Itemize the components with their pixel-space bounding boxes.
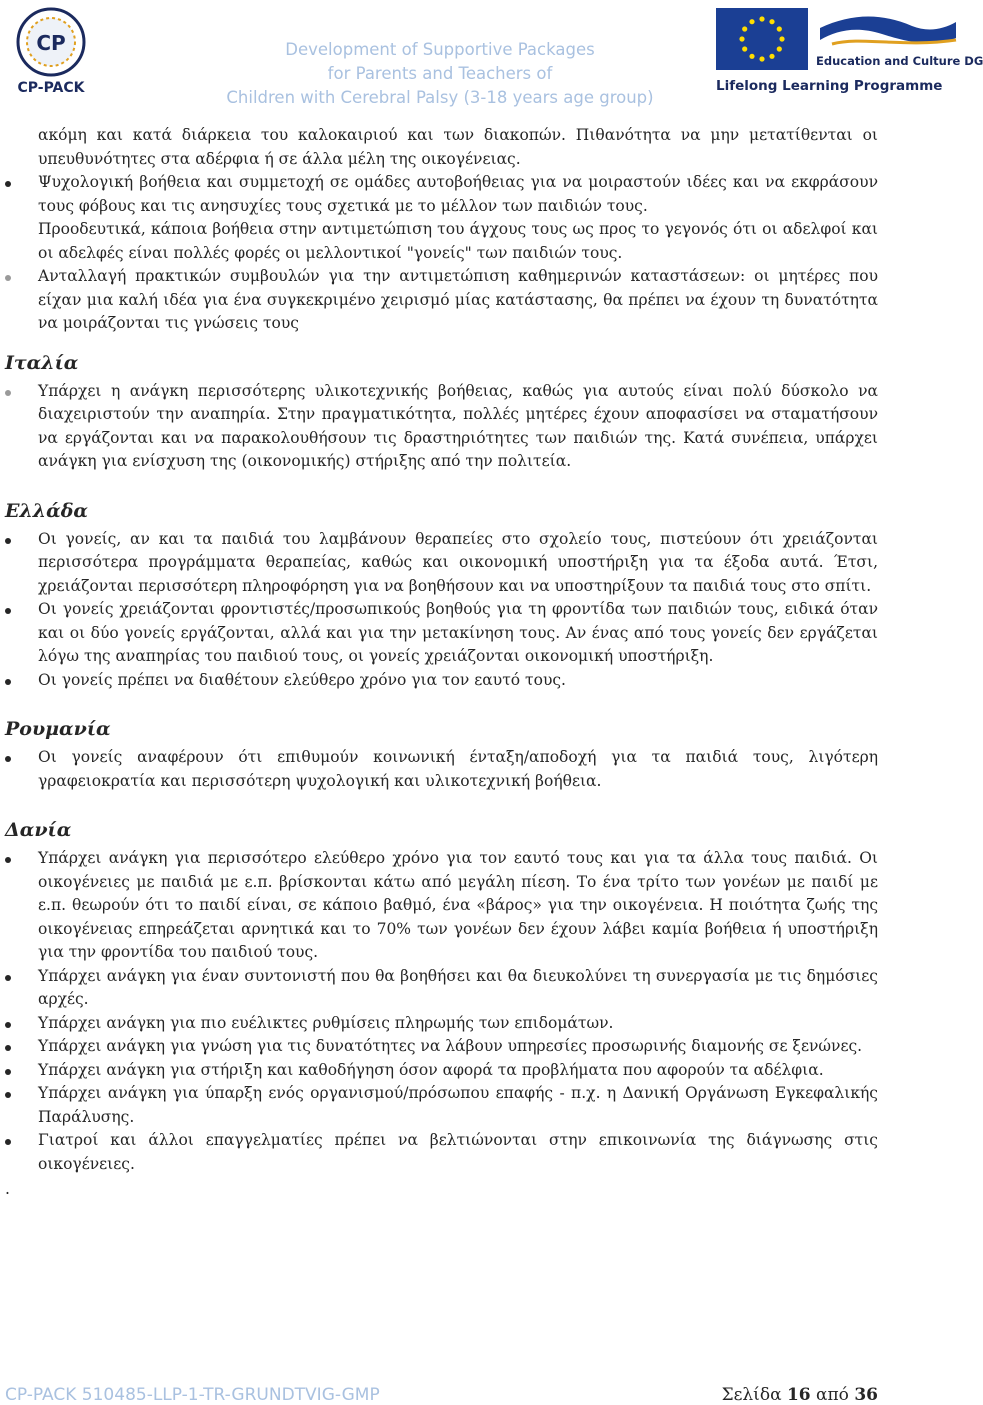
section-heading-greece: Ελλάδα [5,499,89,522]
intro-bullet-list [0,171,960,218]
extra-paragraph: Προοδευτικά, κάποια βοήθεια στην αντιμετώπιση του άγχους τους ως προς το γεγονός ότι οι αδελφοί και οι αδελφές είναι πολλές φορές οι μελλοντικοί "γονείς" των παιδιών τους. [38,220,878,262]
list-item-text: Υπάρχει ανάγκη για έναν συντονιστή που θα βοηθήσει και θα διευκολύνει τη συνεργασία με τις δημόσιες αρχές. [38,966,878,1008]
list-item-text: Οι γονείς πρέπει να διαθέτουν ελεύθερο χρόνο για τον εαυτό τους. [38,670,566,689]
project-title-line: Children with Cerebral Palsy (3-18 years age group) [226,88,654,107]
footer-page-number [722,1385,878,1405]
bullet-icon [5,608,11,614]
eu-star-icon [742,26,747,31]
bullet-icon [5,1139,11,1145]
eu-star-icon [759,16,764,21]
list-item-text: Υπάρχει ανάγκη για περισσότερο ελεύθερο χρόνο για τον εαυτό τους και για τα άλλα τους παιδιά. Οι οικογένειες με παιδιά με ε.π. βρίσκονται κάτω από μεγάλη πίεση. Το ένα τρίτο των γονέων με παιδί με ε.π. θεωρούν ότι το παιδί είναι, σε κάποιο βαθμό, ένα «βάρος» για την οικογένεια. Η ποιότητα ζωής της οικογένειας επηρεάζεται αρνητικά και το 70% των γονέων δεν έχουν λάβει καμία βοήθεια ή υποστήριξη για την φροντίδα του παιδιού τους. [38,849,878,961]
list-item-text: Υπάρχει ανάγκη για πιο ευέλικτες ρυθμίσεις πληρωμής των επιδομάτων. [38,1013,614,1032]
romania-bullet-list [0,746,960,793]
list-item [0,746,960,793]
bullet-icon [5,181,11,187]
eu-star-icon [739,36,744,41]
edu-dg-label: Education and Culture DG [816,54,983,68]
intro-bullet-list-2 [0,265,960,336]
list-item-text: Ψυχολογική βοήθεια και συμμετοχή σε ομάδες αυτοβοήθειας για να μοιραστούν ιδέες και να εκφράσουν τους φόβους και τις ανησυχίες τους σχετικά με το μέλλον των παιδιών τους. [38,173,878,215]
bullet-icon [5,1092,11,1098]
list-item-text: Υπάρχει η ανάγκη περισσότερης υλικοτεχνικής βοήθειας, καθώς για αυτούς είναι πολύ δύσκολο να διαχειριστούν την αναπηρία. Στην πραγματικότητα, πολλές μητέρες έχουν αποφασίσει να σταματήσουν να εργάζονται και να παρακολουθήσουν τις δραστηριότητες των παιδιών της. Κατά συνέπεια, υπάρχει ανάγκη για ενίσχυση της (οικονομικής) στήριξης από την πολιτεία. [38,381,878,470]
bullet-icon [5,390,11,396]
page-header [0,0,983,110]
project-title-line: Development of Supportive Packages [285,40,595,59]
project-title-line: for Parents and Teachers of [327,64,553,83]
eu-star-icon [779,36,784,41]
page-prefix: Σελίδα [721,1385,782,1405]
list-item-text: Γιατροί και άλλοι επαγγελματίες πρέπει να βελτιώνονται στην επικοινωνία της διάγνωσης στις οικογένειες. [38,1131,878,1173]
bullet-icon [5,857,11,863]
bullet-icon [5,975,11,981]
list-item [0,171,960,218]
eu-star-icon [749,54,754,59]
list-item [0,1059,960,1083]
eu-star-icon [769,19,774,24]
footer-project-code: CP-PACK 510485-LLP-1-TR-GRUNDTVIG-GMP [5,1385,380,1405]
bullet-icon [5,679,11,685]
document-body [0,124,960,1201]
list-item [0,669,960,693]
section-heading-romania: Ρουμανία [5,718,111,740]
list-item [0,1035,960,1059]
trailing-dot: . [5,1180,10,1198]
eu-flag-icon [716,8,808,70]
list-item-text: Υπάρχει ανάγκη για γνώση για τις δυνατότητες να λάβουν υπηρεσίες προσωρινής διαμονής σε ξενώνες. [38,1037,863,1055]
bullet-icon [5,756,11,762]
cp-logo-text: CP-PACK [17,80,85,96]
eu-star-icon [777,46,782,51]
bullet-icon [5,275,11,281]
list-item-text: Οι γονείς χρειάζονται φροντιστές/προσωπικούς βοηθούς για τη φροντίδα των παιδιών τους, ειδικά όταν και οι δύο γονείς εργάζονται, αλλά και για την μετακίνηση τους. Αν ένας από τους γονείς δεν εργάζεται λόγω της αναπηρίας του παιδιού τους, οι γονείς χρειάζονται οικονομική υποστήριξη. [38,600,878,665]
eu-star-icon [749,19,754,24]
list-item-text: Οι γονείς, αν και τα παιδιά του λαμβάνουν θεραπείες στο σχολείο τους, πιστεύουν ότι χρειάζονται περισσότερα προγράμματα θεραπείας, καθώς και οικονομική υποστήριξη για τα έξοδα αυτά. Έτσι, χρειάζονται περισσότερη πληροφόρηση για να βοηθήσουν και να υποστηρίξουν τα παιδιά τους στο σπίτι. [38,529,878,595]
bullet-icon [5,538,11,544]
eu-star-icon [777,26,782,31]
llp-label: Lifelong Learning Programme [716,78,943,94]
list-item [0,598,960,669]
eu-star-icon [769,54,774,59]
bullet-icon [5,1069,11,1075]
list-item [0,528,960,599]
list-item [0,965,960,1012]
eu-star-icon [759,56,764,61]
list-item [0,1012,960,1036]
project-title [200,38,680,110]
list-item [0,380,960,474]
denmark-bullet-list [0,847,960,1176]
bullet-icon [5,1022,11,1028]
cp-pack-logo [5,4,97,96]
page-current: 16 [786,1385,811,1405]
section-heading-italy: Ιταλία [5,351,79,374]
list-item-text: Υπάρχει ανάγκη για στήριξη και καθοδήγηση όσον αφορά τα προβλήματα που αφορούν τα αδέλφια. [38,1060,824,1079]
list-item-text: Ανταλλαγή πρακτικών συμβουλών για την αντιμετώπιση καθημερινών καταστάσεων: οι μητέρες που είχαν μια καλή ιδέα για ένα συγκεκριμένο χειρισμό μίας κατάστασης, θα πρέπει να έχουν τη δυνατότητα να μοιράζονται τις γνώσεις τους [38,267,878,332]
continuation-paragraph: ακόμη και κατά διάρκεια του καλοκαιριού και των διακοπών. Πιθανότητα να μην μετατίθενται οι υπευθυνότητες στα αδέρφια ή σε άλλα μέλη της οικογένειας. [38,126,878,168]
section-heading-denmark: Δανία [5,819,72,841]
list-item [0,847,960,965]
eu-star-icon [742,46,747,51]
bullet-icon [5,1045,11,1051]
page-total: 36 [854,1385,878,1405]
italy-bullet-list [0,380,960,474]
page-mid: από [816,1385,849,1405]
list-item-text: Υπάρχει ανάγκη για ύπαρξη ενός οργανισμού/πρόσωπου επαφής - π.χ. η Δανική Οργάνωση Εγκεφαλικής Παράλυσης. [38,1084,878,1126]
greece-bullet-list [0,528,960,693]
cp-logo-badge: CP [36,31,66,55]
list-item [0,1082,960,1129]
list-item-text: Οι γονείς αναφέρουν ότι επιθυμούν κοινωνική ένταξη/αποδοχή για τα παιδιά τους, λιγότερη γραφειοκρατία και περισσότερη ψυχολογική και υλικοτεχνική βοήθεια. [38,748,878,790]
list-item [0,1129,960,1176]
list-item [0,265,960,336]
